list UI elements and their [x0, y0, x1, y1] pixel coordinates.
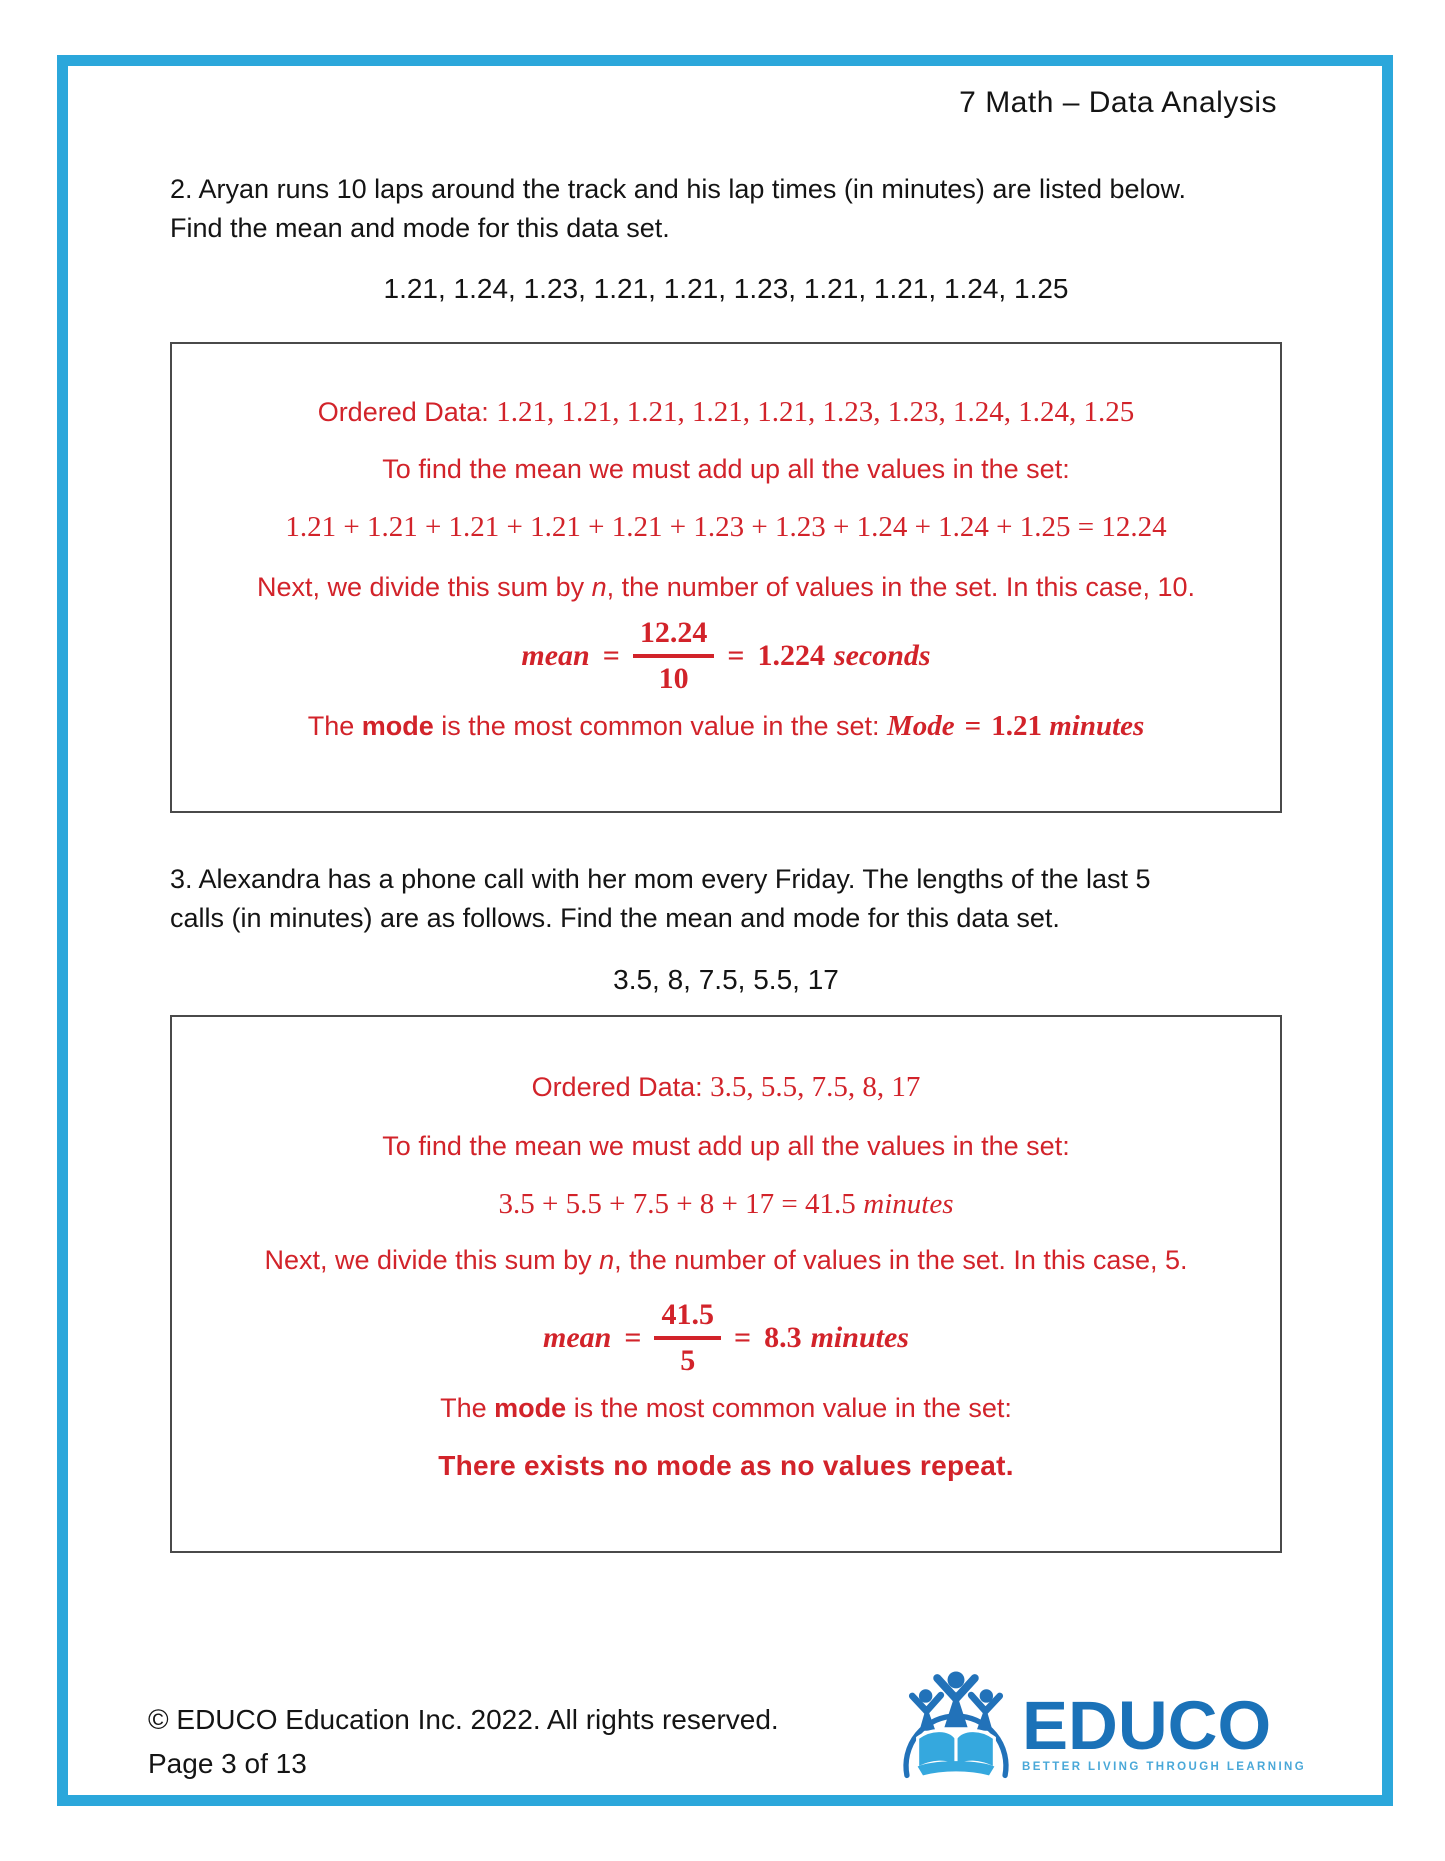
- educo-logo: [898, 1666, 1306, 1797]
- fraction-denominator: 5: [680, 1344, 696, 1377]
- ordered-data-line: [172, 396, 1280, 429]
- fraction-denominator: 10: [658, 662, 689, 695]
- mode-word: mode: [494, 1393, 567, 1423]
- question-2-dataset: 1.21, 1.24, 1.23, 1.21, 1.21, 1.23, 1.21, 1.21, 1.24, 1.25: [383, 273, 1069, 304]
- fraction: [654, 1298, 721, 1378]
- divide-post: , the number of values in the set. In this case, 5.: [614, 1245, 1188, 1275]
- mode-conclusion: There exists no mode as no values repeat.: [438, 1450, 1014, 1481]
- question-3-line1: 3. Alexandra has a phone call with her mom every Friday. The lengths of the last 5: [170, 864, 1151, 894]
- mode-unit: minutes: [1049, 710, 1145, 742]
- sum-equation: 3.5 + 5.5 + 7.5 + 8 + 17 = 41.5: [498, 1188, 856, 1220]
- mean-intro-line: To find the mean we must add up all the values in the set:: [382, 454, 1070, 484]
- ordered-data-label: Ordered Data:: [531, 1072, 703, 1102]
- sum-equation-line: [172, 1188, 1280, 1221]
- divide-post: , the number of values in the set. In this case, 10.: [606, 572, 1195, 602]
- educo-logo-icon: [898, 1666, 1014, 1797]
- mode-intro-line: [172, 1393, 1280, 1424]
- question-3-line2: calls (in minutes) are as follows. Find the mean and mode for this data set.: [170, 903, 1060, 933]
- educo-wordmark: EDUCO: [1022, 1687, 1272, 1764]
- educo-logo-text: [1022, 1687, 1307, 1773]
- mode-variable: Mode: [887, 710, 955, 742]
- mode-mid: is the most common value in the set:: [441, 711, 880, 741]
- mode-answer-line: [172, 710, 1280, 743]
- equals-sign: =: [733, 1321, 752, 1354]
- mean-intro-line: To find the mean we must add up all the values in the set:: [382, 1131, 1070, 1161]
- mean-fraction-equation: [172, 616, 1280, 696]
- divide-pre: Next, we divide this sum by: [264, 1245, 600, 1275]
- divide-variable: n: [599, 1245, 615, 1275]
- copyright-text: © EDUCO Education Inc. 2022. All rights reserved.: [148, 1704, 779, 1735]
- ordered-data-line: [172, 1071, 1280, 1104]
- page-number: Page 3 of 13: [148, 1748, 307, 1779]
- equals-sign: =: [602, 639, 620, 672]
- divide-variable: n: [591, 572, 607, 602]
- divide-pre: Next, we divide this sum by: [256, 572, 592, 602]
- divide-line: [172, 1245, 1280, 1276]
- page-title: 7 Math – Data Analysis: [959, 86, 1277, 119]
- fraction-numerator: 12.24: [633, 616, 715, 658]
- question-3: [170, 860, 1151, 938]
- question-2: [170, 170, 1186, 248]
- mode-pre: The: [440, 1393, 487, 1423]
- solution-box-q2: [170, 342, 1282, 813]
- mode-word: mode: [361, 711, 434, 741]
- educo-tagline: BETTER LIVING THROUGH LEARNING: [1022, 1761, 1307, 1773]
- page-footer: [148, 1698, 779, 1786]
- mean-result-value: 8.3: [764, 1321, 802, 1354]
- solution-box-q3: [170, 1015, 1282, 1553]
- question-3-dataset: 3.5, 8, 7.5, 5.5, 17: [613, 964, 839, 995]
- ordered-data-label: Ordered Data:: [317, 397, 489, 427]
- sum-equation-unit: minutes: [863, 1188, 954, 1220]
- mode-pre: The: [307, 711, 355, 741]
- mean-variable: mean: [521, 639, 590, 672]
- mean-variable: mean: [543, 1321, 612, 1354]
- mean-result-value: 1.224: [757, 639, 825, 672]
- question-2-line2: Find the mean and mode for this data set.: [170, 213, 670, 243]
- ordered-data-values: 1.21, 1.21, 1.21, 1.21, 1.21, 1.23, 1.23, 1.24, 1.24, 1.25: [496, 396, 1135, 428]
- equals-sign: =: [624, 1321, 642, 1354]
- mode-mid: is the most common value in the set:: [573, 1393, 1012, 1423]
- question-2-line1: 2. Aryan runs 10 laps around the track and his lap times (in minutes) are listed below.: [170, 174, 1187, 204]
- mean-fraction-equation: [172, 1298, 1280, 1378]
- mean-result-unit: minutes: [810, 1321, 909, 1354]
- mode-value: 1.21: [991, 710, 1042, 742]
- fraction: [633, 616, 715, 696]
- mean-result-unit: seconds: [833, 639, 931, 672]
- equals-sign: =: [727, 639, 745, 672]
- fraction-numerator: 41.5: [654, 1298, 721, 1340]
- ordered-data-values: 3.5, 5.5, 7.5, 8, 17: [710, 1071, 921, 1103]
- divide-line: [172, 572, 1280, 603]
- equals-sign: =: [964, 710, 982, 742]
- sum-equation: 1.21 + 1.21 + 1.21 + 1.21 + 1.21 + 1.23 + 1.23 + 1.24 + 1.24 + 1.25 = 12.24: [285, 511, 1167, 543]
